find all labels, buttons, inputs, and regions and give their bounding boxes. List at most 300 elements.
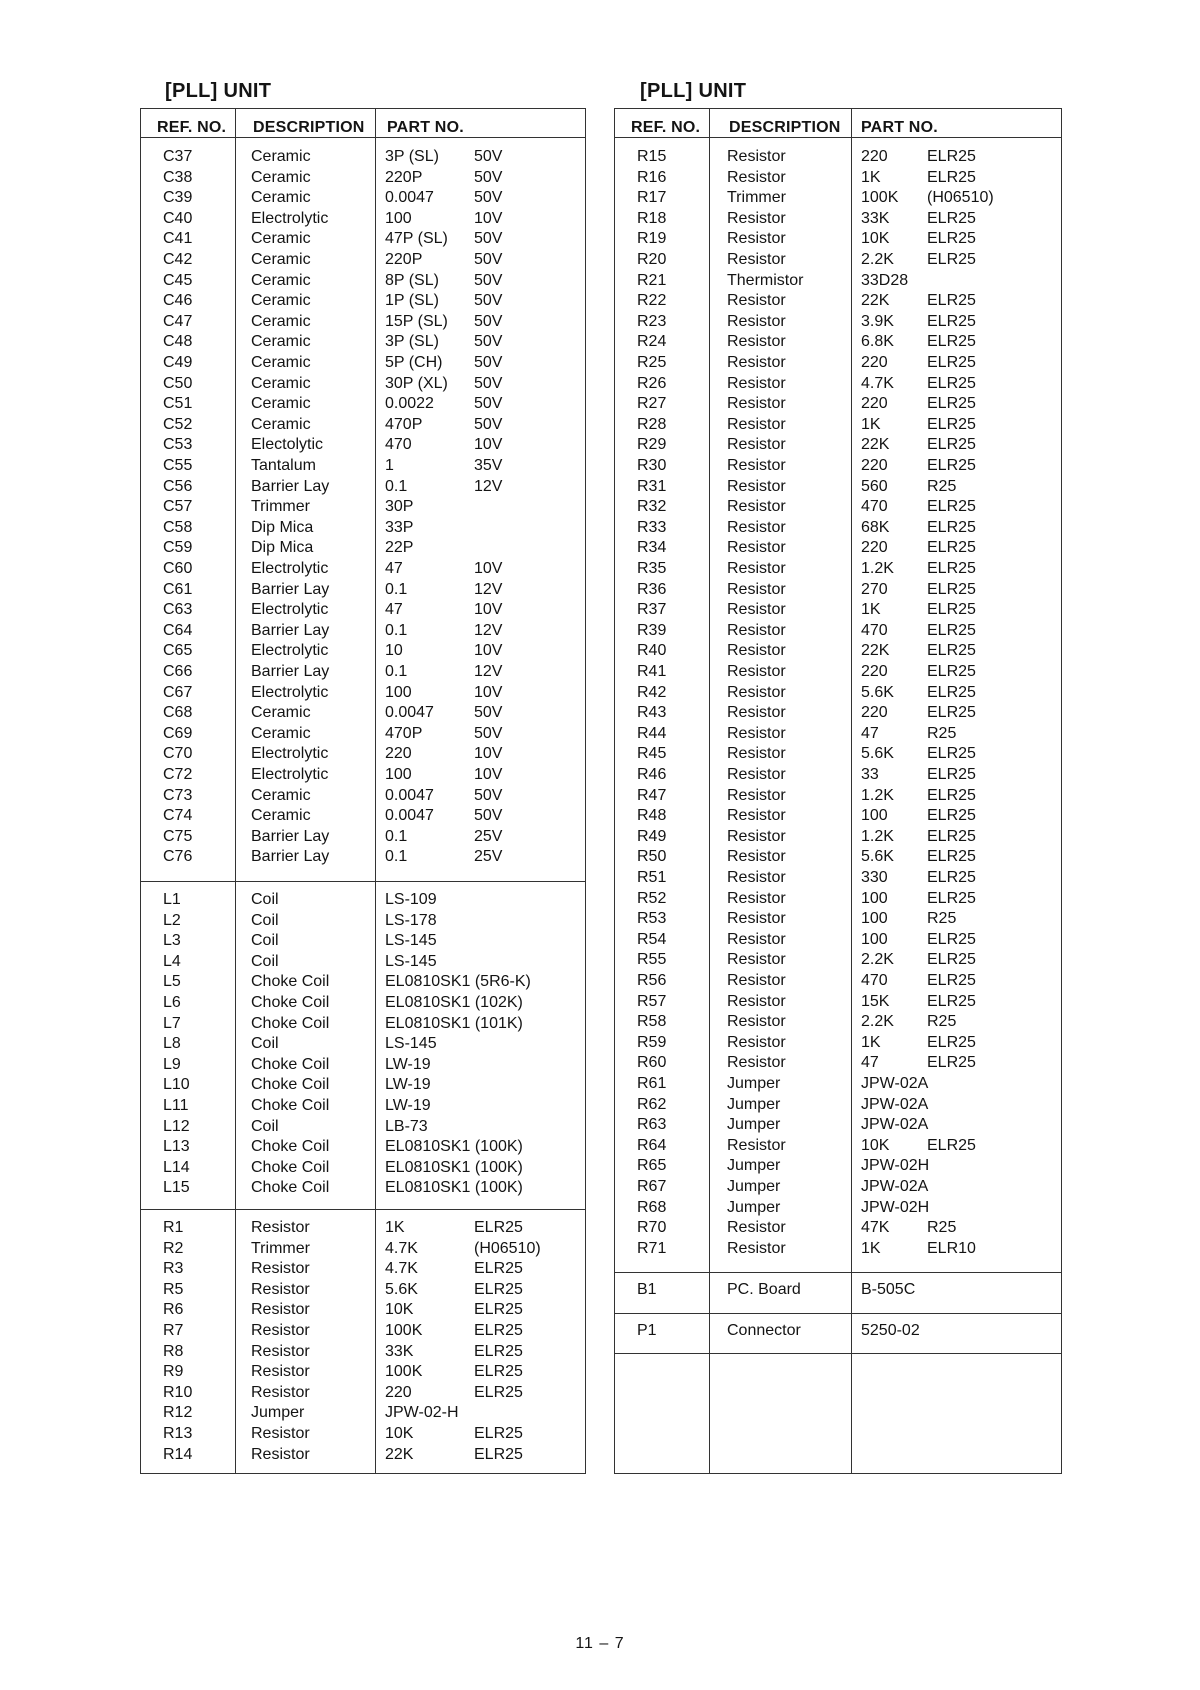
table-row — [615, 1320, 1061, 1342]
cell-part-no: JPW-02-H — [385, 1404, 459, 1422]
cell-description: Ceramic — [251, 807, 311, 825]
cell-description: Resistor — [727, 148, 786, 165]
cell-part-rating: 50V — [474, 312, 503, 330]
cell-ref-no: R47 — [637, 786, 667, 804]
cell-ref-no: R28 — [637, 415, 667, 433]
cell-part-rating: 10V — [474, 436, 503, 454]
cell-ref-no: C45 — [163, 271, 193, 289]
table-row — [615, 908, 1061, 930]
cell-part-no: 10K — [385, 1301, 414, 1319]
cell-ref-no: L2 — [163, 911, 181, 929]
cell-part-no: 2.2K — [861, 251, 894, 268]
cell-ref-no: C49 — [163, 354, 193, 371]
cell-description: Resistor — [727, 601, 786, 619]
cell-part-rating: 10V — [474, 560, 503, 577]
cell-part-no: JPW-02A — [861, 1116, 929, 1134]
cell-description: Resistor — [727, 642, 786, 660]
table-row — [141, 249, 585, 271]
cell-part-rating: 12V — [474, 663, 503, 680]
cell-ref-no: C72 — [163, 766, 193, 783]
table-row — [141, 331, 585, 353]
cell-part-rating: ELR25 — [474, 1363, 523, 1381]
cell-part-no: 47P (SL) — [385, 230, 448, 248]
cell-part-rating: ELR25 — [474, 1260, 523, 1278]
cell-part-rating: ELR25 — [474, 1445, 523, 1463]
cell-part-no: LW-19 — [385, 1097, 431, 1114]
cell-part-rating: 50V — [474, 415, 503, 433]
table-row — [615, 455, 1061, 477]
left-unit-title: [PLL] UNIT — [165, 80, 272, 102]
cell-ref-no: R39 — [637, 621, 667, 639]
cell-part-rating: R25 — [927, 724, 957, 742]
cell-part-no: 270 — [861, 580, 888, 598]
left-parts-table — [140, 108, 586, 1474]
group-separator — [615, 1313, 1061, 1314]
cell-description: Resistor — [727, 415, 786, 433]
cell-description: Choke Coil — [251, 1076, 330, 1094]
cell-part-rating: ELR25 — [927, 930, 976, 948]
cell-description: Resistor — [727, 457, 786, 474]
cell-ref-no: C76 — [163, 848, 193, 866]
cell-ref-no: C75 — [163, 827, 193, 845]
cell-ref-no: R14 — [163, 1445, 193, 1463]
cell-ref-no: C38 — [163, 168, 193, 186]
table-row — [141, 1258, 585, 1280]
cell-description: Resistor — [727, 333, 786, 351]
cell-part-rating: ELR25 — [474, 1301, 523, 1319]
cell-description: Resistor — [727, 477, 786, 495]
cell-ref-no: R55 — [637, 951, 667, 969]
cell-part-no: 33 — [861, 766, 879, 783]
table-row — [141, 517, 585, 539]
cell-description: PC. Board — [727, 1281, 801, 1298]
cell-part-no: 22K — [861, 436, 890, 454]
cell-ref-no: C46 — [163, 292, 193, 310]
cell-ref-no: R30 — [637, 457, 667, 474]
table-row — [141, 1217, 585, 1239]
table-row — [141, 1320, 585, 1342]
cell-part-rating: ELR25 — [474, 1342, 523, 1360]
cell-part-rating: ELR25 — [927, 807, 976, 825]
table-row — [141, 414, 585, 436]
cell-part-no: B-505C — [861, 1281, 916, 1298]
cell-part-no: 220 — [861, 148, 888, 165]
column-header-part-no: PART NO. — [861, 119, 938, 136]
cell-ref-no: C40 — [163, 209, 193, 227]
cell-description: Jumper — [727, 1198, 781, 1216]
cell-description: Resistor — [727, 395, 786, 413]
cell-description: Coil — [251, 932, 279, 950]
table-row — [141, 558, 585, 580]
table-row — [615, 1279, 1061, 1301]
cell-ref-no: R33 — [637, 518, 667, 536]
cell-description: Resistor — [251, 1445, 310, 1463]
cell-part-rating: 12V — [474, 621, 503, 639]
cell-description: Electrolytic — [251, 560, 329, 577]
column-header-part-no: PART NO. — [387, 119, 464, 136]
table-row — [141, 167, 585, 189]
cell-part-rating: 50V — [474, 148, 503, 165]
cell-part-no: LS-145 — [385, 1035, 437, 1053]
cell-part-rating: ELR25 — [927, 1054, 976, 1072]
cell-part-no: 15K — [861, 992, 890, 1010]
cell-part-rating: ELR25 — [474, 1322, 523, 1339]
cell-ref-no: R65 — [637, 1157, 667, 1175]
cell-description: Resistor — [251, 1219, 310, 1236]
cell-description: Ceramic — [251, 786, 311, 804]
table-row — [615, 249, 1061, 271]
cell-description: Tantalum — [251, 457, 316, 474]
cell-ref-no: C60 — [163, 560, 193, 577]
cell-ref-no: R70 — [637, 1219, 667, 1237]
cell-ref-no: C59 — [163, 539, 193, 557]
cell-part-rating: ELR25 — [927, 621, 976, 639]
cell-part-rating: 50V — [474, 786, 503, 804]
cell-part-no: 22K — [861, 292, 890, 310]
cell-description: Resistor — [727, 518, 786, 536]
cell-part-rating: ELR25 — [927, 889, 976, 907]
cell-part-rating: ELR25 — [927, 642, 976, 660]
cell-description: Resistor — [727, 807, 786, 825]
cell-description: Ceramic — [251, 292, 311, 310]
cell-description: Jumper — [727, 1157, 781, 1175]
table-row — [141, 1238, 585, 1260]
cell-part-rating: 50V — [474, 251, 503, 268]
cell-description: Barrier Lay — [251, 848, 330, 866]
cell-ref-no: R64 — [637, 1136, 667, 1154]
cell-ref-no: R68 — [637, 1198, 667, 1216]
cell-ref-no: R12 — [163, 1404, 193, 1422]
table-row — [615, 929, 1061, 951]
table-row — [141, 579, 585, 601]
cell-description: Resistor — [727, 292, 786, 310]
cell-ref-no: R62 — [637, 1095, 667, 1113]
cell-ref-no: L4 — [163, 952, 181, 970]
cell-part-no: 4.7K — [385, 1239, 418, 1257]
table-row — [615, 805, 1061, 827]
group-separator — [615, 1272, 1061, 1273]
cell-ref-no: R9 — [163, 1363, 184, 1381]
table-row — [141, 352, 585, 374]
cell-part-rating: ELR25 — [927, 415, 976, 433]
table-row — [615, 167, 1061, 189]
table-row — [141, 1136, 585, 1158]
cell-description: Trimmer — [251, 1239, 310, 1257]
table-row — [141, 228, 585, 250]
cell-part-no: 470P — [385, 415, 423, 433]
cell-part-no: 47 — [385, 560, 403, 577]
cell-part-no: 22K — [385, 1445, 414, 1463]
cell-part-no: JPW-02H — [861, 1157, 930, 1175]
table-row — [615, 991, 1061, 1013]
cell-ref-no: R34 — [637, 539, 667, 557]
cell-description: Resistor — [727, 683, 786, 701]
cell-ref-no: R27 — [637, 395, 667, 413]
cell-part-no: 0.1 — [385, 580, 408, 598]
cell-description: Resistor — [727, 539, 786, 557]
cell-part-rating: ELR25 — [927, 395, 976, 413]
cell-ref-no: C39 — [163, 189, 193, 207]
cell-part-no: 1K — [861, 601, 881, 619]
cell-description: Jumper — [727, 1178, 781, 1195]
cell-part-rating: ELR25 — [927, 230, 976, 248]
cell-part-no: 100 — [861, 807, 888, 825]
cell-description: Ceramic — [251, 395, 311, 413]
cell-description: Ceramic — [251, 704, 311, 722]
cell-ref-no: C37 — [163, 148, 193, 165]
cell-part-rating: 50V — [474, 271, 503, 289]
cell-part-rating: ELR25 — [474, 1280, 523, 1298]
cell-part-rating: (H06510) — [927, 189, 994, 207]
cell-part-rating: 50V — [474, 704, 503, 722]
cell-description: Resistor — [727, 972, 786, 989]
table-row — [615, 290, 1061, 312]
cell-part-no: 0.0047 — [385, 807, 434, 825]
cell-part-no: 1.2K — [861, 786, 894, 804]
table-row — [615, 434, 1061, 456]
cell-part-rating: ELR25 — [927, 333, 976, 351]
cell-description: Resistor — [251, 1280, 310, 1298]
cell-ref-no: R45 — [637, 745, 667, 763]
table-row — [141, 455, 585, 477]
cell-part-no: 100 — [861, 930, 888, 948]
cell-ref-no: R17 — [637, 189, 667, 207]
cell-ref-no: R1 — [163, 1219, 184, 1236]
cell-ref-no: R41 — [637, 663, 667, 680]
cell-ref-no: C58 — [163, 518, 193, 536]
cell-ref-no: L1 — [163, 891, 181, 908]
cell-description: Barrier Lay — [251, 663, 330, 680]
table-row — [141, 805, 585, 827]
cell-description: Resistor — [727, 992, 786, 1010]
cell-ref-no: R43 — [637, 704, 667, 722]
cell-part-no: 5.6K — [861, 683, 894, 701]
table-row — [615, 785, 1061, 807]
cell-part-no: 47K — [861, 1219, 890, 1237]
cell-part-no: 68K — [861, 518, 890, 536]
table-row — [141, 1095, 585, 1117]
table-row — [615, 1135, 1061, 1157]
cell-ref-no: C48 — [163, 333, 193, 351]
cell-description: Resistor — [727, 869, 786, 886]
table-row — [141, 208, 585, 230]
cell-ref-no: R18 — [637, 209, 667, 227]
cell-part-rating: 10V — [474, 209, 503, 227]
cell-part-no: 220 — [861, 663, 888, 680]
cell-description: Ceramic — [251, 312, 311, 330]
table-row — [615, 311, 1061, 333]
cell-description: Resistor — [727, 704, 786, 722]
table-row — [615, 1114, 1061, 1136]
cell-ref-no: R53 — [637, 910, 667, 928]
column-header-description: DESCRIPTION — [253, 119, 365, 136]
table-row — [141, 146, 585, 168]
cell-ref-no: R24 — [637, 333, 667, 351]
group-separator — [141, 1209, 585, 1210]
cell-ref-no: C70 — [163, 745, 193, 763]
table-row — [615, 970, 1061, 992]
cell-part-rating: R25 — [927, 910, 957, 928]
table-row — [615, 1011, 1061, 1033]
cell-ref-no: R10 — [163, 1383, 193, 1401]
cell-description: Resistor — [727, 745, 786, 763]
table-row — [141, 1361, 585, 1383]
table-row — [615, 393, 1061, 415]
cell-part-no: 100 — [861, 910, 888, 928]
right-unit-title: [PLL] UNIT — [640, 80, 747, 102]
cell-part-no: 33K — [861, 209, 890, 227]
cell-description: Resistor — [727, 498, 786, 516]
cell-ref-no: R57 — [637, 992, 667, 1010]
cell-part-no: 47 — [385, 601, 403, 619]
cell-description: Choke Coil — [251, 1055, 330, 1073]
cell-ref-no: R15 — [637, 148, 667, 165]
cell-part-rating: 50V — [474, 168, 503, 186]
table-row — [141, 661, 585, 683]
cell-part-no: 1K — [385, 1219, 405, 1236]
cell-description: Jumper — [727, 1116, 781, 1134]
table-row — [615, 702, 1061, 724]
cell-ref-no: R67 — [637, 1178, 667, 1195]
cell-part-rating: ELR25 — [927, 1136, 976, 1154]
cell-ref-no: L10 — [163, 1076, 190, 1094]
cell-part-no: 470 — [385, 436, 412, 454]
cell-part-no: EL0810SK1 (100K) — [385, 1158, 523, 1176]
cell-description: Resistor — [727, 1013, 786, 1031]
cell-ref-no: C68 — [163, 704, 193, 722]
cell-part-no: 220 — [385, 745, 412, 763]
cell-ref-no: R23 — [637, 312, 667, 330]
cell-ref-no: R40 — [637, 642, 667, 660]
table-row — [141, 290, 585, 312]
table-row — [615, 1094, 1061, 1116]
cell-part-rating: 35V — [474, 457, 503, 474]
table-row — [141, 1116, 585, 1138]
cell-description: Resistor — [727, 436, 786, 454]
cell-part-rating: 10V — [474, 642, 503, 660]
cell-part-no: 100 — [385, 683, 412, 701]
cell-part-rating: ELR25 — [927, 436, 976, 454]
cell-part-rating: ELR25 — [927, 827, 976, 845]
cell-part-no: LW-19 — [385, 1076, 431, 1094]
group-separator — [141, 881, 585, 882]
cell-ref-no: R29 — [637, 436, 667, 454]
table-row — [615, 228, 1061, 250]
cell-ref-no: P1 — [637, 1322, 657, 1339]
table-row — [141, 951, 585, 973]
cell-part-no: 2.2K — [861, 951, 894, 969]
cell-part-no: 220 — [861, 395, 888, 413]
cell-ref-no: C57 — [163, 498, 193, 516]
table-row — [141, 393, 585, 415]
cell-ref-no: R21 — [637, 271, 667, 289]
cell-description: Jumper — [727, 1075, 781, 1092]
cell-part-no: 100 — [861, 889, 888, 907]
cell-description: Dip Mica — [251, 539, 314, 557]
table-row — [141, 971, 585, 993]
table-row — [141, 187, 585, 209]
cell-part-no: 470 — [861, 972, 888, 989]
cell-ref-no: R7 — [163, 1322, 184, 1339]
cell-part-rating: ELR25 — [927, 148, 976, 165]
cell-description: Ceramic — [251, 374, 311, 392]
cell-part-no: 4.7K — [385, 1260, 418, 1278]
cell-ref-no: R46 — [637, 766, 667, 783]
table-row — [615, 620, 1061, 642]
cell-part-rating: R25 — [927, 477, 957, 495]
cell-part-rating: 25V — [474, 827, 503, 845]
cell-part-rating: ELR25 — [927, 498, 976, 516]
cell-ref-no: C73 — [163, 786, 193, 804]
cell-part-no: 220 — [385, 1383, 412, 1401]
cell-part-no: 470P — [385, 724, 423, 742]
cell-part-no: 5.6K — [861, 745, 894, 763]
cell-description: Jumper — [251, 1404, 305, 1422]
cell-description: Resistor — [727, 312, 786, 330]
cell-description: Trimmer — [251, 498, 310, 516]
cell-description: Coil — [251, 1117, 279, 1135]
table-row — [141, 1033, 585, 1055]
cell-ref-no: R61 — [637, 1075, 667, 1092]
cell-part-no: 220 — [861, 457, 888, 474]
cell-ref-no: R26 — [637, 374, 667, 392]
table-row — [141, 537, 585, 559]
table-row — [141, 1013, 585, 1035]
cell-ref-no: R63 — [637, 1116, 667, 1134]
cell-ref-no: R22 — [637, 292, 667, 310]
cell-ref-no: L3 — [163, 932, 181, 950]
table-row — [141, 373, 585, 395]
cell-description: Resistor — [727, 168, 786, 186]
cell-part-rating: ELR25 — [927, 704, 976, 722]
cell-description: Electrolytic — [251, 601, 329, 619]
cell-description: Resistor — [727, 230, 786, 248]
cell-ref-no: L13 — [163, 1138, 190, 1156]
table-row — [615, 270, 1061, 292]
cell-part-rating: 50V — [474, 230, 503, 248]
cell-part-rating: ELR10 — [927, 1239, 976, 1257]
cell-part-no: 15P (SL) — [385, 312, 448, 330]
cell-part-no: 30P (XL) — [385, 374, 448, 392]
table-row — [141, 1444, 585, 1466]
cell-ref-no: R6 — [163, 1301, 184, 1319]
cell-part-no: 4.7K — [861, 374, 894, 392]
cell-part-no: 10K — [385, 1425, 414, 1442]
cell-ref-no: R2 — [163, 1239, 184, 1257]
cell-ref-no: R16 — [637, 168, 667, 186]
cell-part-rating: 50V — [474, 292, 503, 310]
cell-ref-no: L5 — [163, 973, 181, 991]
table-row — [615, 558, 1061, 580]
cell-part-no: 220 — [861, 354, 888, 371]
cell-part-no: JPW-02H — [861, 1198, 930, 1216]
cell-ref-no: C61 — [163, 580, 193, 598]
cell-description: Resistor — [251, 1363, 310, 1381]
cell-ref-no: C66 — [163, 663, 193, 680]
table-row — [615, 723, 1061, 745]
cell-description: Ceramic — [251, 271, 311, 289]
cell-part-rating: (H06510) — [474, 1239, 541, 1257]
table-row — [615, 187, 1061, 209]
cell-description: Resistor — [727, 374, 786, 392]
cell-part-no: 10K — [861, 1136, 890, 1154]
cell-part-rating: ELR25 — [474, 1383, 523, 1401]
cell-ref-no: L9 — [163, 1055, 181, 1073]
cell-description: Ceramic — [251, 724, 311, 742]
cell-part-no: 6.8K — [861, 333, 894, 351]
cell-description: Choke Coil — [251, 1138, 330, 1156]
cell-part-no: 5250-02 — [861, 1322, 920, 1339]
